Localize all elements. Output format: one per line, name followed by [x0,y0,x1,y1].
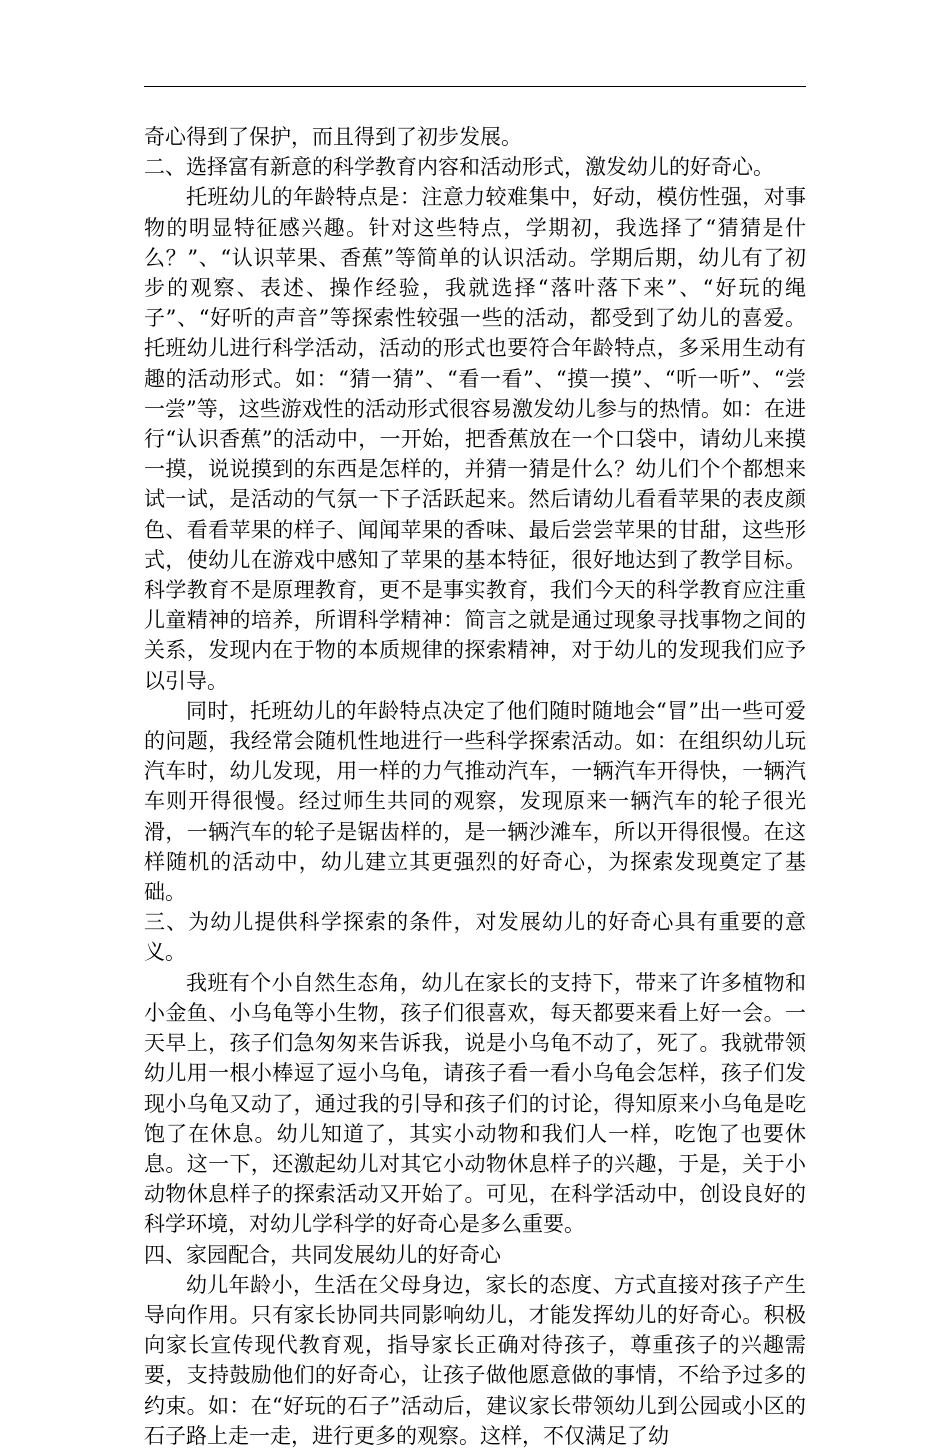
document-body [144,122,806,1451]
paragraph-continuation: 奇心得到了保护，而且得到了初步发展。 [144,125,522,149]
paragraph: 幼儿年龄小，生活在父母身边，家长的态度、方式直接对孩子产生导向作用。只有家长协同共同影响幼儿，才能发挥幼儿的好奇心。积极向家长宣传现代教育观，指导家长正确对待孩子，尊重孩子的兴趣需要，支持鼓励他们的好奇心，让孩子做他愿意做的事情，不给予过多的约束。如：在“好玩的石子”活动后，建议家长带领幼儿到公园或小区的石子路上走一走，进行更多的观察。这样，不仅满足了幼 [144,1272,806,1448]
paragraph: 托班幼儿的年龄特点是：注意力较难集中，好动，模仿性强，对事物的明显特征感兴趣。针对这些特点，学期初，我选择了“猜猜是什么？”、“认识苹果、香蕉”等简单的认识活动。学期后期，幼儿有了初步的观察、表述、操作经验，我就选择“落叶落下来”、“好玩的绳子”、“好听的声音”等探索性较强一些的活动，都受到了幼儿的喜爱。托班幼儿进行科学活动，活动的形式也要符合年龄特点，多采用生动有趣的活动形式。如：“猜一猜”、“看一看”、“摸一摸”、“听一听”、“尝一尝”等，这些游戏性的活动形式很容易激发幼儿参与的热情。如：在进行“认识香蕉”的活动中，一开始，把香蕉放在一个口袋中，请幼儿来摸一摸，说说摸到的东西是怎样的，并猜一猜是什么？幼儿们个个都想来试一试，是活动的气氛一下子活跃起来。然后请幼儿看看苹果的表皮颜色、看看苹果的样子、闻闻苹果的香味、最后尝尝苹果的甘甜，这些形式，使幼儿在游戏中感知了苹果的基本特征，很好地达到了教学目标。科学教育不是原理教育，更不是事实教育，我们今天的科学教育应注重儿童精神的培养，所谓科学精神：简言之就是通过现象寻找事物之间的关系，发现内在于物的本质规律的探索精神，对于幼儿的发现我们应予以引导。 [144,185,806,693]
header-rule [144,86,806,87]
section-heading-4: 四、家园配合，共同发展幼儿的好奇心 [144,1242,501,1267]
paragraph: 我班有个小自然生态角，幼儿在家长的支持下，带来了许多植物和小金鱼、小乌龟等小生物，孩子们很喜欢，每天都要来看上好一会。一天早上，孩子们急匆匆来告诉我，说是小乌龟不动了，死了。我就带领幼儿用一根小棒逗了逗小乌龟，请孩子看一看小乌龟会怎样，孩子们发现小乌龟又动了，通过我的引导和孩子们的讨论，得知原来小乌龟是吃饱了在休息。幼儿知道了，其实小动物和我们人一样，吃饱了也要休息。这一下，还激起幼儿对其它小动物休息样子的兴趣，于是，关于小动物休息样子的探索活动又开始了。可见，在科学活动中，创设良好的科学环境，对幼儿学科学的好奇心是多么重要。 [144,970,806,1237]
section-heading-2: 二、选择富有新意的科学教育内容和活动形式，激发幼儿的好奇心。 [144,155,774,180]
paragraph: 同时，托班幼儿的年龄特点决定了他们随时随地会“冒”出一些可爱的问题，我经常会随机性地进行一些科学探索活动。如：在组织幼儿玩汽车时，幼儿发现，用一样的力气推动汽车，一辆汽车开得快，一辆汽车则开得很慢。经过师生共同的观察，发现原来一辆汽车的轮子很光滑，一辆汽车的轮子是锯齿样的，是一辆沙滩车，所以开得很慢。在这样随机的活动中，幼儿建立其更强烈的好奇心，为探索发现奠定了基础。 [144,698,806,905]
section-heading-3: 三、为幼儿提供科学探索的条件，对发展幼儿的好奇心具有重要的意义。 [144,910,806,965]
